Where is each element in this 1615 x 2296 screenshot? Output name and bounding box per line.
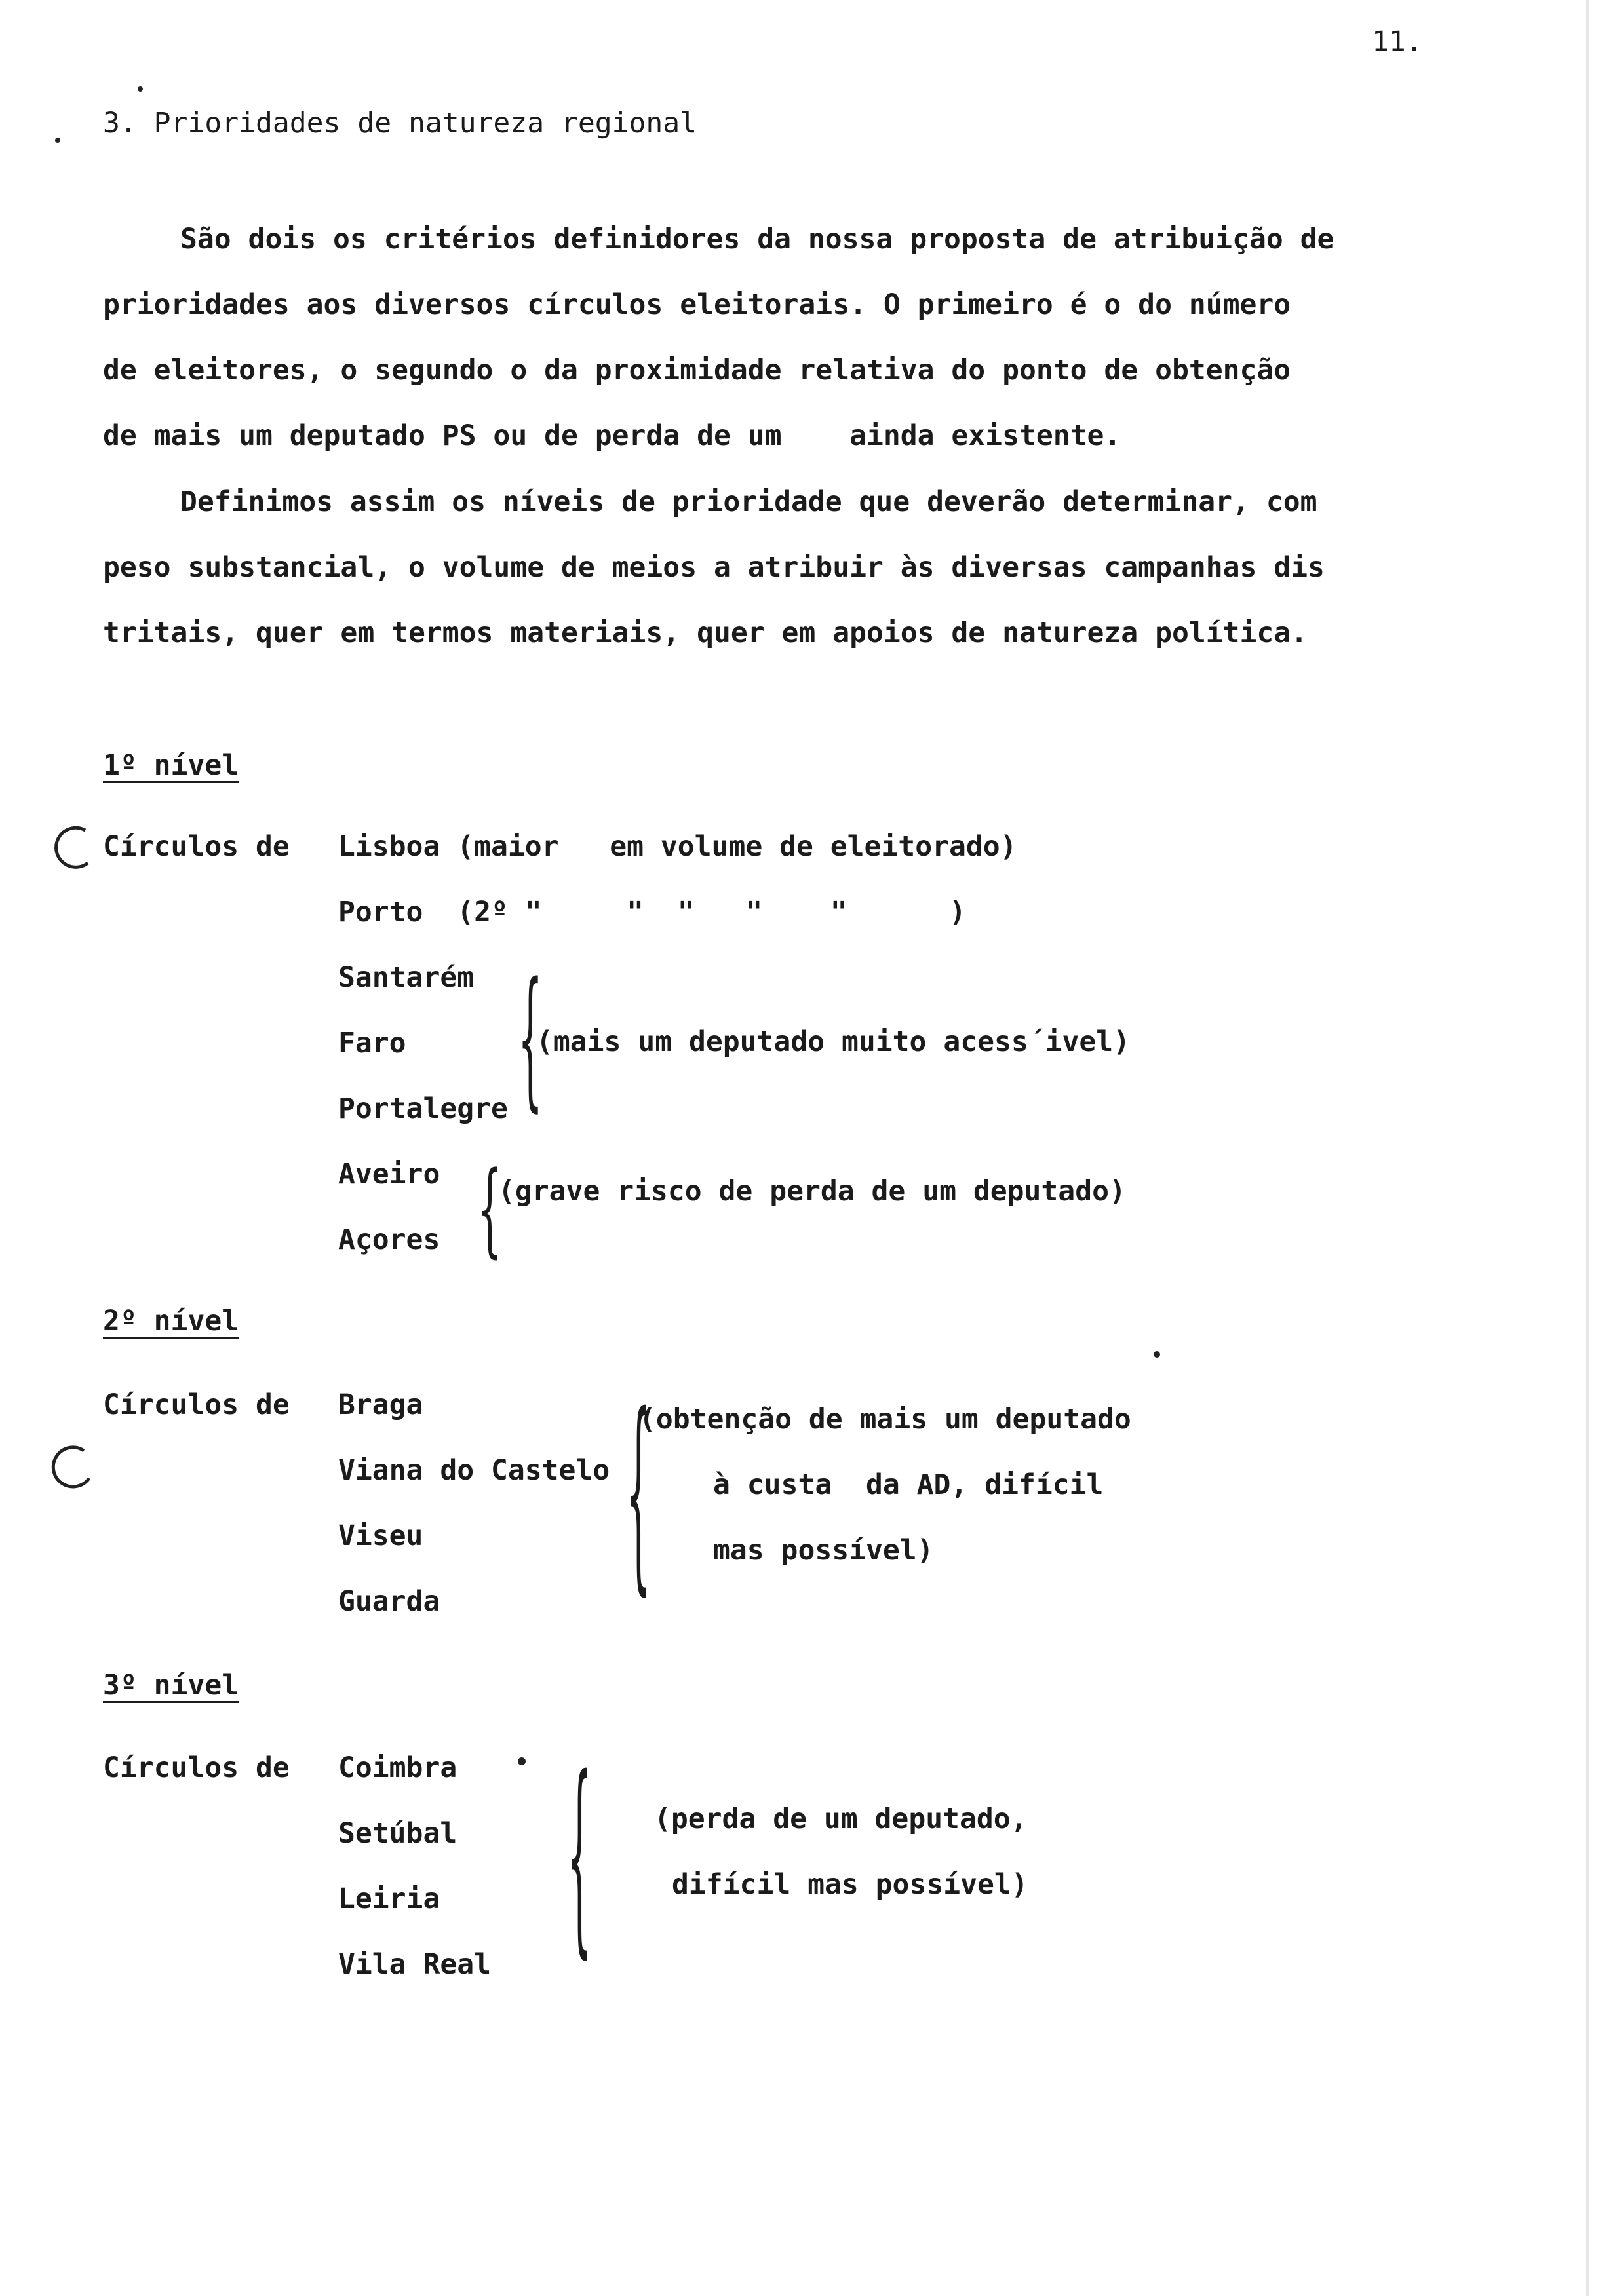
margin-circle-mark <box>46 822 98 875</box>
page-number: 11. <box>1372 26 1423 58</box>
level-2-heading: 2º nível <box>103 1305 239 1337</box>
margin-dot <box>55 138 60 143</box>
porto-line: Porto (2º " " " " " ) <box>338 896 966 928</box>
district-viseu: Viseu <box>338 1520 423 1552</box>
district-vila-real: Vila Real <box>338 1948 491 1981</box>
district-setubal: Setúbal <box>338 1817 457 1850</box>
level-1-circulos-label: Círculos de <box>103 830 290 863</box>
scanned-page-edge <box>1586 0 1589 2296</box>
paragraph-1-line-3: de eleitores, o segundo o da proximidade relativa do ponto de obtenção <box>103 354 1291 387</box>
paragraph-1-line-4: de mais um deputado PS ou de perda de um ainda existente. <box>103 419 1121 452</box>
lisboa-line: Lisboa (maior em volume de eleitorado) <box>338 830 1017 863</box>
level-3-note-line-1: (perda de um deputado, <box>654 1803 1028 1835</box>
district-guarda: Guarda <box>338 1585 440 1618</box>
brace-level-2: { <box>626 1369 652 1615</box>
level-3-heading: 3º nível <box>103 1669 239 1702</box>
level-3-note-line-2: difícil mas possível) <box>672 1868 1028 1901</box>
district-acores: Açores <box>338 1223 440 1256</box>
section-heading: 3. Prioridades de natureza regional <box>103 107 697 140</box>
district-santarem: Santarém <box>338 961 475 994</box>
level-2-circulos-label: Círculos de <box>103 1388 290 1421</box>
margin-dot <box>138 86 143 92</box>
district-portalegre: Portalegre <box>338 1092 508 1125</box>
level-3-circulos-label: Círculos de <box>103 1751 290 1784</box>
district-faro: Faro <box>338 1027 406 1060</box>
paragraph-1-line-2: prioridades aos diversos círculos eleitorais. O primeiro é o do número <box>103 288 1291 321</box>
level-2-note-line-2: à custa da AD, difícil <box>713 1468 1104 1501</box>
district-leiria: Leiria <box>338 1883 440 1915</box>
district-coimbra: Coimbra <box>338 1751 457 1784</box>
brace-level-3: { <box>567 1732 593 1978</box>
paragraph-2-line-3: tritais, quer em termos materiais, quer em apoios de natureza política. <box>103 617 1308 649</box>
level-2-note-line-3: mas possível) <box>713 1534 934 1567</box>
level-1-heading: 1º nível <box>103 749 239 782</box>
group-a-note: (mais um deputado muito acess´ivel) <box>536 1025 1131 1058</box>
brace-group-a: { <box>518 949 543 1126</box>
group-b-note: (grave risco de perda de um deputado) <box>498 1175 1126 1208</box>
paragraph-1-line-1: São dois os critérios definidores da nossa proposta de atribuição de <box>180 223 1334 256</box>
paragraph-2-line-1: Definimos assim os níveis de prioridade que deverão determinar, com <box>180 486 1317 518</box>
margin-dot <box>518 1757 526 1765</box>
district-aveiro: Aveiro <box>338 1158 440 1191</box>
margin-dot <box>1154 1351 1160 1358</box>
brace-group-b: { <box>477 1149 503 1269</box>
district-braga: Braga <box>338 1388 423 1421</box>
paragraph-2-line-2: peso substancial, o volume de meios a atribuir às diversas campanhas dis <box>103 551 1325 584</box>
district-viana-do-castelo: Viana do Castelo <box>338 1454 610 1487</box>
margin-circle-mark <box>46 1442 98 1494</box>
level-2-note-line-1: (obtenção de mais um deputado <box>639 1403 1131 1436</box>
